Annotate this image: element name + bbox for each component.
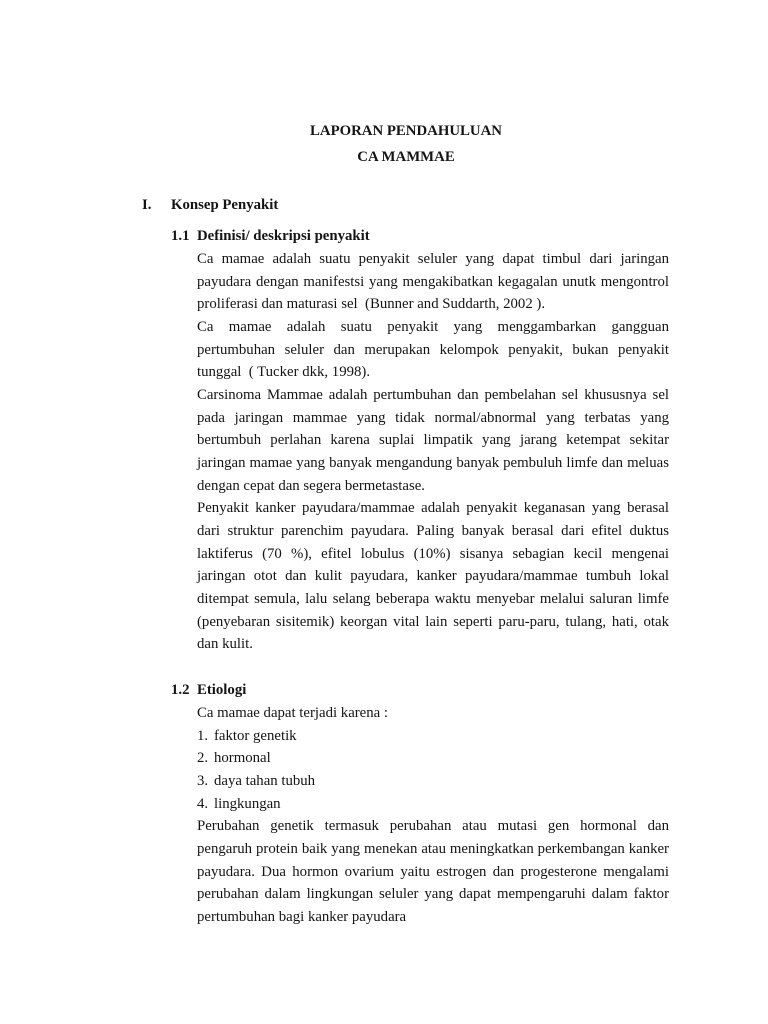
list-item-number: 3. (197, 772, 209, 789)
paragraph-line: pertumbuhan bagi kanker payudara (197, 908, 407, 925)
paragraph (197, 815, 669, 928)
list-item-number: 4. (197, 795, 209, 812)
paragraph-line: perubahan dalam lingkungan seluler yang dapat mempengaruhi dalam faktor (197, 886, 669, 903)
list-item (197, 747, 669, 770)
paragraph-line: Perubahan genetik termasuk perubahan atau mutasi gen hormonal dan (197, 818, 669, 835)
paragraph-line: dengan cepat dan segera bermetastase. (197, 477, 426, 494)
subsection-heading: Definisi/ deskripsi penyakit (197, 228, 370, 244)
paragraph-line: payudara. Dua hormon ovarium yaitu estrogen dan progesterone mengalami (197, 863, 669, 880)
paragraph-line: tunggal ( Tucker dkk, 1998). (197, 364, 371, 381)
paragraph-line: bertumbuh perlahan karena suplai limpatik yang jarang ketempat sekitar (197, 432, 669, 449)
list-item-number: 1. (197, 727, 209, 744)
list-item (197, 793, 669, 816)
list-item-text: hormonal (214, 750, 271, 767)
paragraph-line: Ca mamae adalah suatu penyakit yang menggambarkan gangguan (197, 318, 669, 335)
paragraph-line: dari struktur parenchim payudara. Paling banyak berasal dari efitel duktus (197, 522, 669, 539)
paragraph-line: jaringan mamae yang banyak mengandung banyak pembuluh limfe dan meluas (197, 454, 669, 471)
list-item-text: faktor genetik (214, 727, 297, 744)
paragraph (197, 384, 669, 497)
paragraph-line: Penyakit kanker payudara/mammae adalah penyakit keganasan yang berasal (197, 500, 669, 517)
list-item-text: lingkungan (214, 795, 281, 812)
subsection-body (197, 248, 669, 656)
subsection-number: 1.2 (171, 682, 190, 698)
subsection-body (197, 702, 669, 929)
paragraph-line: pengaruh protein baik yang menekan atau meningkatkan perkembangan kanker (197, 840, 669, 857)
section-heading: Konsep Penyakit (171, 197, 279, 213)
paragraph-line: dan kulit. (197, 636, 253, 653)
paragraph-line: pada jaringan mammae yang tidak normal/abnormal yang terbatas yang (197, 409, 669, 426)
document-title: LAPORAN PENDAHULUAN (310, 123, 502, 139)
paragraph-line: pertumbuhan seluler dan merupakan kelompok penyakit, bukan penyakit (197, 341, 669, 358)
paragraph (197, 497, 669, 656)
paragraph-line: ditempat semula, lalu selang beberapa waktu menyebar melalui saluran limfe (197, 590, 669, 607)
paragraph-line: laktiferus (70 %), efitel lobulus (10%) sisanya sebagian kecil mengenai (197, 545, 669, 562)
document-subtitle: CA MAMMAE (357, 149, 455, 165)
section-number: I. (142, 197, 152, 213)
paragraph-line: (penyebaran sisitemik) keorgan vital lain seperti paru-paru, tulang, hati, otak (197, 613, 669, 630)
factor-list (197, 725, 669, 816)
subsection-number: 1.1 (171, 228, 190, 244)
paragraph (197, 248, 669, 316)
paragraph-line: payudara dengan manifestsi yang mengakibatkan kegagalan unutk mengontrol (197, 273, 669, 290)
paragraph-line: jaringan otot dan kulit payudara, kanker payudara/mammae tumbuh lokal (197, 568, 669, 585)
paragraph (197, 316, 669, 384)
list-item-number: 2. (197, 750, 209, 767)
list-item (197, 770, 669, 793)
intro-line: Ca mamae dapat terjadi karena : (197, 705, 389, 721)
paragraph-line: Carsinoma Mammae adalah pertumbuhan dan pembelahan sel khususnya sel (197, 386, 669, 403)
paragraph-line: proliferasi dan maturasi sel (Bunner and Suddarth, 2002 ). (197, 296, 546, 313)
list-item-text: daya tahan tubuh (214, 772, 316, 789)
subsection-heading: Etiologi (197, 682, 247, 698)
paragraph-line: Ca mamae adalah suatu penyakit seluler yang dapat timbul dari jaringan (197, 251, 669, 267)
list-item (197, 725, 669, 748)
